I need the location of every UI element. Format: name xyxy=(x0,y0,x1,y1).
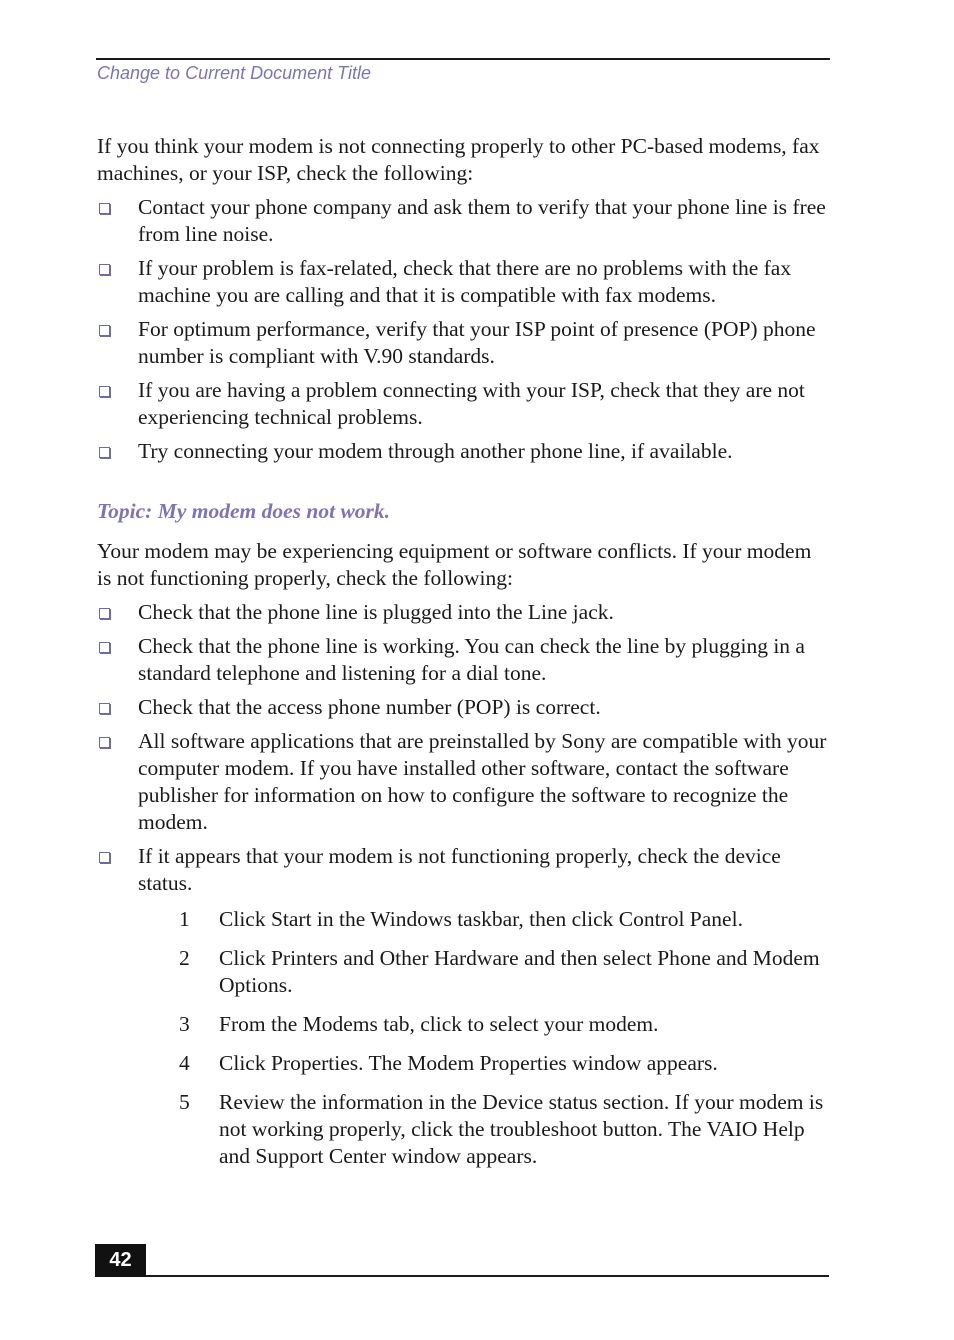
list-item xyxy=(97,255,830,309)
list-item-text: If you are having a problem connecting with your ISP, check that they are not experiencing technical problems. xyxy=(138,378,805,429)
list-item xyxy=(97,728,830,836)
list-item xyxy=(97,377,830,431)
step-text: Click Printers and Other Hardware and then select Phone and Modem Options. xyxy=(219,946,820,997)
list-item-text: Check that the phone line is plugged into the Line jack. xyxy=(138,600,614,624)
step-text: Click Properties. The Modem Properties window appears. xyxy=(219,1051,718,1075)
page-content xyxy=(97,133,830,1182)
list-item xyxy=(97,438,830,465)
section1-intro: If you think your modem is not connecting properly to other PC-based modems, fax machines, or your ISP, check the following: xyxy=(97,134,820,185)
section2-intro: Your modem may be experiencing equipment or software conflicts. If your modem is not functioning properly, check the following: xyxy=(97,539,812,590)
checkbox-icon xyxy=(99,386,110,397)
step-number: 5 xyxy=(179,1090,190,1114)
list-item xyxy=(97,843,830,1170)
running-title: Change to Current Document Title xyxy=(97,63,371,83)
step-text: Click Start in the Windows taskbar, then click Control Panel. xyxy=(219,907,743,931)
footer-rule xyxy=(96,1275,829,1277)
section1-checklist xyxy=(97,194,830,465)
checkbox-icon xyxy=(99,852,110,863)
list-item xyxy=(97,316,830,370)
step-number: 1 xyxy=(179,907,190,931)
list-item-text: Contact your phone company and ask them to verify that your phone line is free from line noise. xyxy=(138,195,826,246)
list-item xyxy=(97,599,830,626)
topic-heading: Topic: My modem does not work. xyxy=(97,499,391,523)
step-item xyxy=(179,1050,830,1077)
list-item xyxy=(97,633,830,687)
page-number: 42 xyxy=(95,1244,146,1277)
checkbox-icon xyxy=(99,642,110,653)
step-number: 4 xyxy=(179,1051,190,1075)
steps-list xyxy=(179,906,830,1170)
checkbox-icon xyxy=(99,447,110,458)
checkbox-icon xyxy=(99,737,110,748)
step-item xyxy=(179,1011,830,1038)
checkbox-icon xyxy=(99,703,110,714)
checkbox-icon xyxy=(99,203,110,214)
list-item xyxy=(97,194,830,248)
step-text: From the Modems tab, click to select your modem. xyxy=(219,1012,659,1036)
section2-checklist xyxy=(97,599,830,1170)
list-item-text: If it appears that your modem is not functioning properly, check the device status. xyxy=(138,844,781,895)
list-item-text: Check that the access phone number (POP) is correct. xyxy=(138,695,601,719)
header-rule xyxy=(96,58,830,60)
list-item-text: If your problem is fax-related, check that there are no problems with the fax machine you are calling and that it is compatible with fax modems. xyxy=(138,256,792,307)
list-item-text: Check that the phone line is working. You can check the line by plugging in a standard telephone and listening for a dial tone. xyxy=(138,634,805,685)
step-item xyxy=(179,945,830,999)
step-number: 2 xyxy=(179,946,190,970)
checkbox-icon xyxy=(99,608,110,619)
checkbox-icon xyxy=(99,325,110,336)
list-item-text: For optimum performance, verify that your ISP point of presence (POP) phone number is compliant with V.90 standards. xyxy=(138,317,816,368)
list-item-text: All software applications that are preinstalled by Sony are compatible with your computer modem. If you have installed other software, contact the software publisher for information on how to configure the software to recognize the modem. xyxy=(138,729,827,834)
step-number: 3 xyxy=(179,1012,190,1036)
step-item xyxy=(179,906,830,933)
checkbox-icon xyxy=(99,264,110,275)
list-item-text: Try connecting your modem through another phone line, if available. xyxy=(138,439,733,463)
list-item xyxy=(97,694,830,721)
step-text: Review the information in the Device status section. If your modem is not working properly, click the troubleshoot button. The VAIO Help and Support Center window appears. xyxy=(219,1090,824,1168)
step-item xyxy=(179,1089,830,1170)
